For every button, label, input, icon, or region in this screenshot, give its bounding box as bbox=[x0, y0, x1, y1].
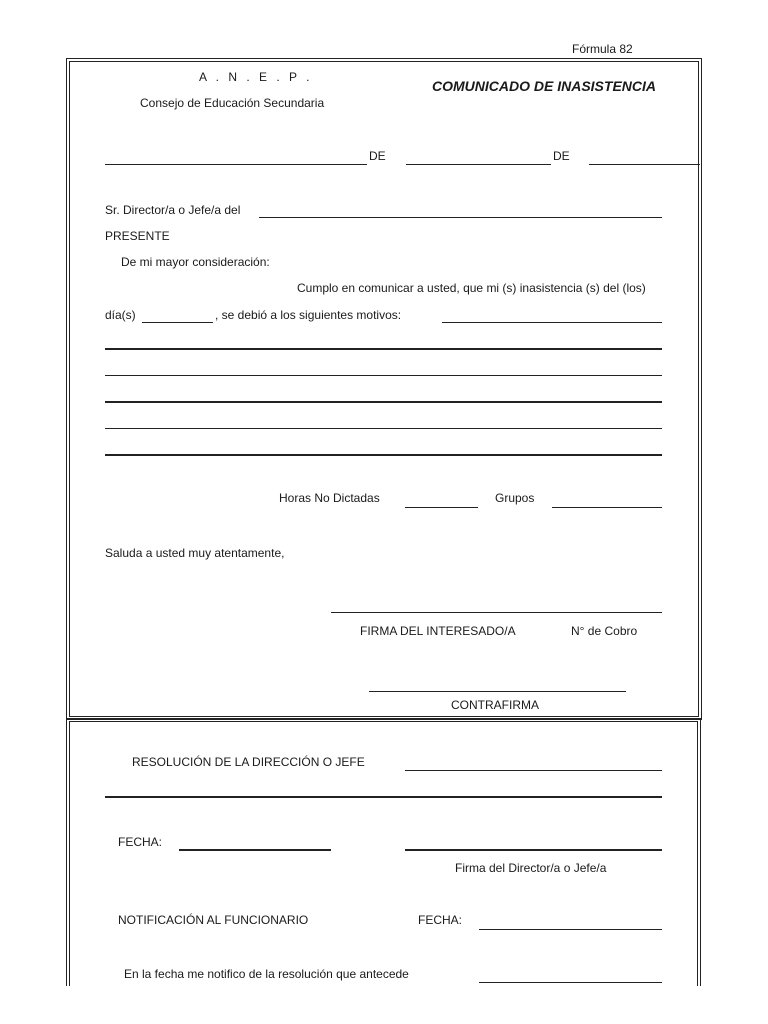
motive-line-3[interactable] bbox=[105, 401, 662, 403]
dias-label: día(s) bbox=[105, 308, 136, 322]
resolution-field[interactable] bbox=[405, 770, 662, 771]
presente-label: PRESENTE bbox=[105, 229, 170, 243]
resolution-date-field[interactable] bbox=[179, 849, 331, 851]
hours-label: Horas No Dictadas bbox=[279, 491, 380, 505]
place-field[interactable] bbox=[105, 164, 367, 165]
closing-text: Saluda a usted muy atentamente, bbox=[105, 546, 285, 560]
notification-label: NOTIFICACIÓN AL FUNCIONARIO bbox=[118, 913, 309, 927]
frame-right-bottom-inner bbox=[697, 721, 698, 986]
document-title: COMUNICADO DE INASISTENCIA bbox=[432, 78, 657, 94]
hours-field[interactable] bbox=[405, 507, 478, 508]
frame-left-bottom-inner bbox=[69, 721, 70, 986]
resolution-line-2[interactable] bbox=[105, 796, 662, 798]
groups-field[interactable] bbox=[552, 507, 662, 508]
countersign-label: CONTRAFIRMA bbox=[451, 698, 539, 712]
frame-divider bbox=[66, 718, 701, 719]
notified-text: En la fecha me notifico de la resolución que antecede bbox=[124, 967, 409, 981]
resolution-label: RESOLUCIÓN DE LA DIRECCIÓN O JEFE bbox=[132, 755, 365, 769]
dias-field[interactable] bbox=[142, 322, 213, 323]
frame-left-bottom bbox=[66, 718, 67, 986]
motive-line-2[interactable] bbox=[105, 375, 662, 376]
date-de-1: DE bbox=[369, 149, 386, 163]
notified-signature-field[interactable] bbox=[479, 982, 662, 983]
countersign-line[interactable] bbox=[369, 691, 626, 692]
director-signature-label: Firma del Director/a o Jefe/a bbox=[455, 861, 607, 875]
notification-date-field[interactable] bbox=[479, 929, 662, 930]
addressee-label: Sr. Director/a o Jefe/a del bbox=[105, 203, 241, 217]
motive-line-4[interactable] bbox=[105, 428, 662, 429]
body-line-2: , se debió a los siguientes motivos: bbox=[215, 308, 402, 322]
institution-field[interactable] bbox=[259, 217, 662, 218]
cobro-label: N° de Cobro bbox=[571, 624, 638, 638]
council-name: Consejo de Educación Secundaria bbox=[140, 96, 325, 110]
frame-right-bottom bbox=[700, 718, 701, 986]
motive-line-5[interactable] bbox=[105, 454, 662, 456]
motives-field-inline[interactable] bbox=[442, 322, 662, 323]
resolution-date-label: FECHA: bbox=[118, 835, 163, 849]
motive-line-1[interactable] bbox=[105, 348, 662, 350]
org-name: A . N . E . P . bbox=[199, 70, 313, 84]
date-de-2: DE bbox=[553, 149, 570, 163]
interested-signature-line[interactable] bbox=[331, 612, 662, 613]
notification-date-label: FECHA: bbox=[418, 913, 463, 927]
groups-label: Grupos bbox=[495, 491, 535, 505]
frame-divider-inner bbox=[69, 721, 698, 722]
greeting: De mi mayor consideración: bbox=[121, 255, 270, 269]
interested-signature-label: FIRMA DEL INTERESADO/A bbox=[360, 624, 516, 638]
year-field[interactable] bbox=[589, 164, 700, 165]
body-line-1: Cumplo en comunicar a usted, que mi (s) inasistencia (s) del (los) bbox=[297, 281, 646, 295]
form-number: Fórmula 82 bbox=[572, 42, 633, 56]
director-signature-line[interactable] bbox=[405, 849, 662, 851]
day-month-field[interactable] bbox=[406, 164, 551, 165]
